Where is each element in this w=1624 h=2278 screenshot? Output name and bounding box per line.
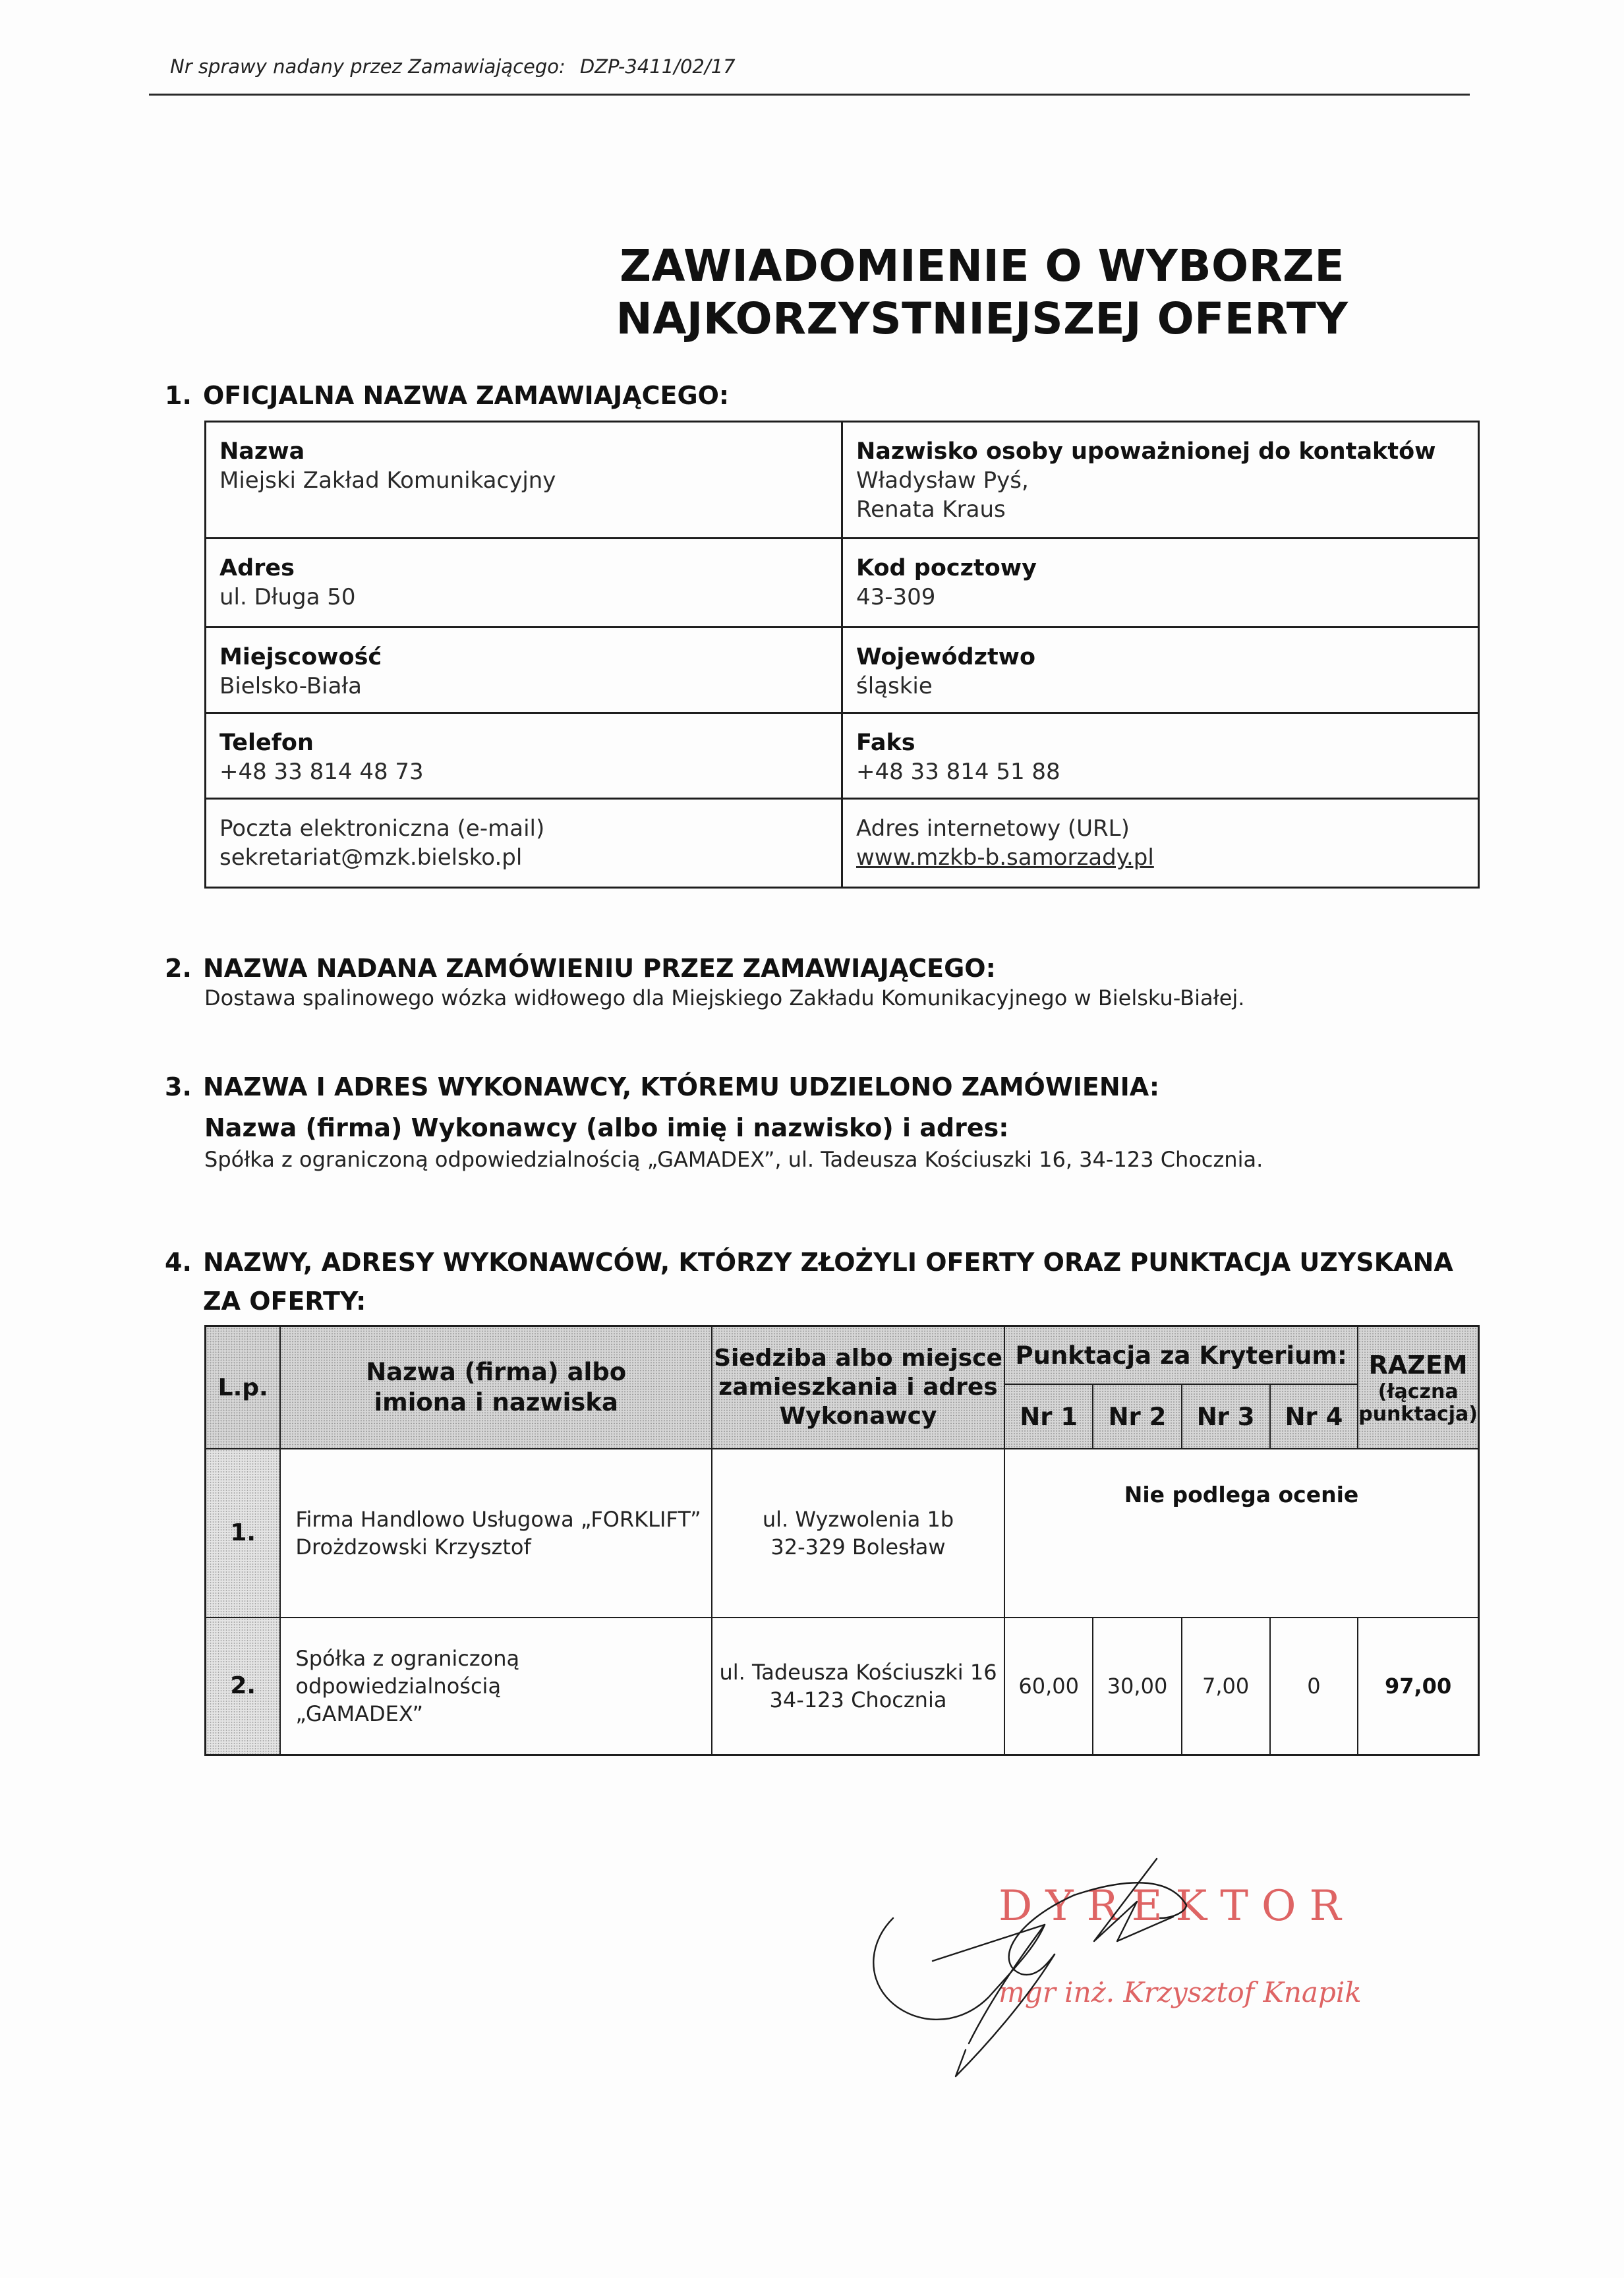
email-address[interactable]: sekretariat@mzk.bielsko.pl (219, 844, 523, 871)
header-lp: L.p. (206, 1326, 281, 1449)
section-3-heading (165, 1072, 1159, 1101)
not-evaluated-note: Nie podlega ocenie (1004, 1449, 1478, 1618)
field-label: Telefon (219, 730, 314, 756)
contractor-name (280, 1618, 712, 1755)
header-total (1358, 1326, 1478, 1449)
contractor-address-line: ul. Tadeusza Kościuszki 16 (719, 1660, 997, 1685)
section-2-body: Dostawa spalinowego wózka widłowego dla Miejskiego Zakładu Komunikacyjnego w Bielsku-Białej. (204, 985, 1245, 1010)
field-value: +48 33 814 51 88 (856, 759, 1060, 785)
score-criterion-4: 0 (1270, 1618, 1358, 1755)
case-number-line (170, 55, 736, 78)
offers-score-table (204, 1325, 1480, 1756)
field-label: Kod pocztowy (856, 555, 1037, 581)
field-value: +48 33 814 48 73 (219, 759, 424, 785)
header-criteria: Punktacja za Kryterium: (1004, 1326, 1358, 1385)
section-1-number: 1. (165, 381, 192, 410)
header-criterion-4: Nr 4 (1270, 1384, 1358, 1449)
section-3-number: 3. (165, 1072, 192, 1101)
section-2-title: NAZWA NADANA ZAMÓWIENIU PRZEZ ZAMAWIAJĄCEGO: (203, 954, 996, 983)
field-label: Miejscowość (219, 644, 382, 670)
cell-url (842, 799, 1479, 888)
header-address-line: zamieszkania i adres (718, 1374, 998, 1401)
field-label: Poczta elektroniczna (e-mail) (219, 815, 545, 842)
contractor-address-line: 32-329 Bolesław (770, 1534, 946, 1560)
signature-stroke (969, 1925, 1045, 2043)
cell-miejscowosc (206, 628, 842, 713)
header-criterion-1: Nr 1 (1004, 1384, 1093, 1449)
section-3-body: Spółka z ograniczoną odpowiedzialnością „GAMADEX”, ul. Tadeusza Kościuszki 16, 34-123 Chocznia. (204, 1147, 1263, 1172)
row-number: 1. (206, 1449, 281, 1618)
field-label: Adres (219, 555, 295, 581)
table-row (206, 1618, 1479, 1755)
header-criterion-3: Nr 3 (1182, 1384, 1270, 1449)
case-number-value: DZP-3411/02/17 (579, 55, 736, 78)
contractor-name-line: „GAMADEX” (295, 1701, 424, 1726)
cell-email (206, 799, 842, 888)
contractor-name-line: Drożdzowski Krzysztof (295, 1534, 531, 1560)
header-name-line: Nazwa (firma) albo (366, 1358, 627, 1386)
cell-kod-pocztowy (842, 539, 1479, 628)
field-label: Faks (856, 730, 915, 756)
field-value: ul. Długa 50 (219, 584, 356, 610)
section-3-subheading: Nazwa (firma) Wykonawcy (albo imię i nazwisko) i adres: (204, 1113, 1009, 1142)
stamp-name: mgr inż. Krzysztof Knapik (999, 1976, 1362, 2008)
contractor-name (280, 1449, 712, 1618)
section-4-title: NAZWY, ADRESY WYKONAWCÓW, KTÓRZY ZŁOŻYLI OFERTY ORAZ PUNKTACJA UZYSKANA (203, 1248, 1453, 1277)
contractor-address-line: 34-123 Chocznia (769, 1687, 947, 1712)
signature-stroke (956, 1954, 1055, 2076)
document-title-line1: ZAWIADOMIENIE O WYBORZE (620, 241, 1345, 291)
contractor-address-line: ul. Wyzwolenia 1b (762, 1507, 954, 1532)
contracting-authority-table (204, 421, 1480, 889)
header-address (712, 1326, 1004, 1449)
field-value: 43-309 (856, 584, 936, 610)
cell-contact-person (842, 422, 1479, 539)
signature-stroke (1094, 1859, 1173, 1941)
header-name (280, 1326, 712, 1449)
header-address-line: Wykonawcy (779, 1403, 937, 1430)
contact-row (206, 539, 1479, 628)
handwritten-signature (857, 1832, 1450, 2083)
field-value: Miejski Zakład Komunikacyjny (219, 467, 556, 494)
field-label: Województwo (856, 644, 1036, 670)
contact-row (206, 713, 1479, 799)
cell-faks (842, 713, 1479, 799)
website-link[interactable]: www.mzkb-b.samorzady.pl (856, 844, 1154, 871)
header-divider (149, 94, 1470, 96)
header-name-line: imiona i nazwiska (374, 1388, 618, 1416)
section-3-title: NAZWA I ADRES WYKONAWCY, KTÓREMU UDZIELONO ZAMÓWIENIA: (203, 1072, 1160, 1101)
contact-row (206, 628, 1479, 713)
contractor-address (712, 1449, 1004, 1618)
section-4-heading (165, 1248, 1453, 1277)
signature-stroke (1074, 1883, 1186, 1918)
section-4-number: 4. (165, 1248, 192, 1277)
field-label: Nazwa (219, 438, 305, 465)
section-2-number: 2. (165, 954, 192, 983)
score-criterion-2: 30,00 (1093, 1618, 1181, 1755)
cell-wojewodztwo (842, 628, 1479, 713)
section-1-heading (165, 381, 729, 410)
row-number: 2. (206, 1618, 281, 1755)
stamp-title: DYREKTOR (999, 1882, 1354, 1931)
table-row (206, 1449, 1479, 1618)
field-value: Bielsko-Biała (219, 673, 362, 699)
document-title-line2: NAJKORZYSTNIEJSZEJ OFERTY (616, 293, 1348, 344)
header-total-sub: punktacja) (1358, 1403, 1478, 1426)
section-4-heading-cont: ZA OFERTY: (203, 1287, 366, 1316)
section-2-heading (165, 954, 996, 983)
contact-row (206, 799, 1479, 888)
header-criterion-2: Nr 2 (1093, 1384, 1181, 1449)
field-value: śląskie (856, 673, 933, 699)
field-value: Władysław Pyś, (856, 467, 1029, 494)
contractor-address (712, 1618, 1004, 1755)
header-address-line: Siedziba albo miejsce (714, 1345, 1002, 1372)
field-value: Renata Kraus (856, 496, 1006, 523)
contractor-name-line: Firma Handlowo Usługowa „FORKLIFT” (295, 1507, 701, 1532)
score-criterion-1: 60,00 (1004, 1618, 1093, 1755)
cell-telefon (206, 713, 842, 799)
contractor-name-line: Spółka z ograniczoną odpowiedzialnością (295, 1646, 520, 1699)
header-total-title: RAZEM (1368, 1351, 1468, 1380)
field-label: Nazwisko osoby upoważnionej do kontaktów (856, 438, 1436, 465)
header-total-sub: (łączna (1378, 1380, 1459, 1403)
score-criterion-3: 7,00 (1182, 1618, 1270, 1755)
cell-adres (206, 539, 842, 628)
score-total: 97,00 (1358, 1618, 1478, 1755)
field-label: Adres internetowy (URL) (856, 815, 1130, 842)
section-1-title: OFICJALNA NAZWA ZAMAWIAJĄCEGO: (203, 381, 730, 410)
contact-row (206, 422, 1479, 539)
cell-nazwa (206, 422, 842, 539)
case-number-label: Nr sprawy nadany przez Zamawiającego: (170, 55, 566, 78)
